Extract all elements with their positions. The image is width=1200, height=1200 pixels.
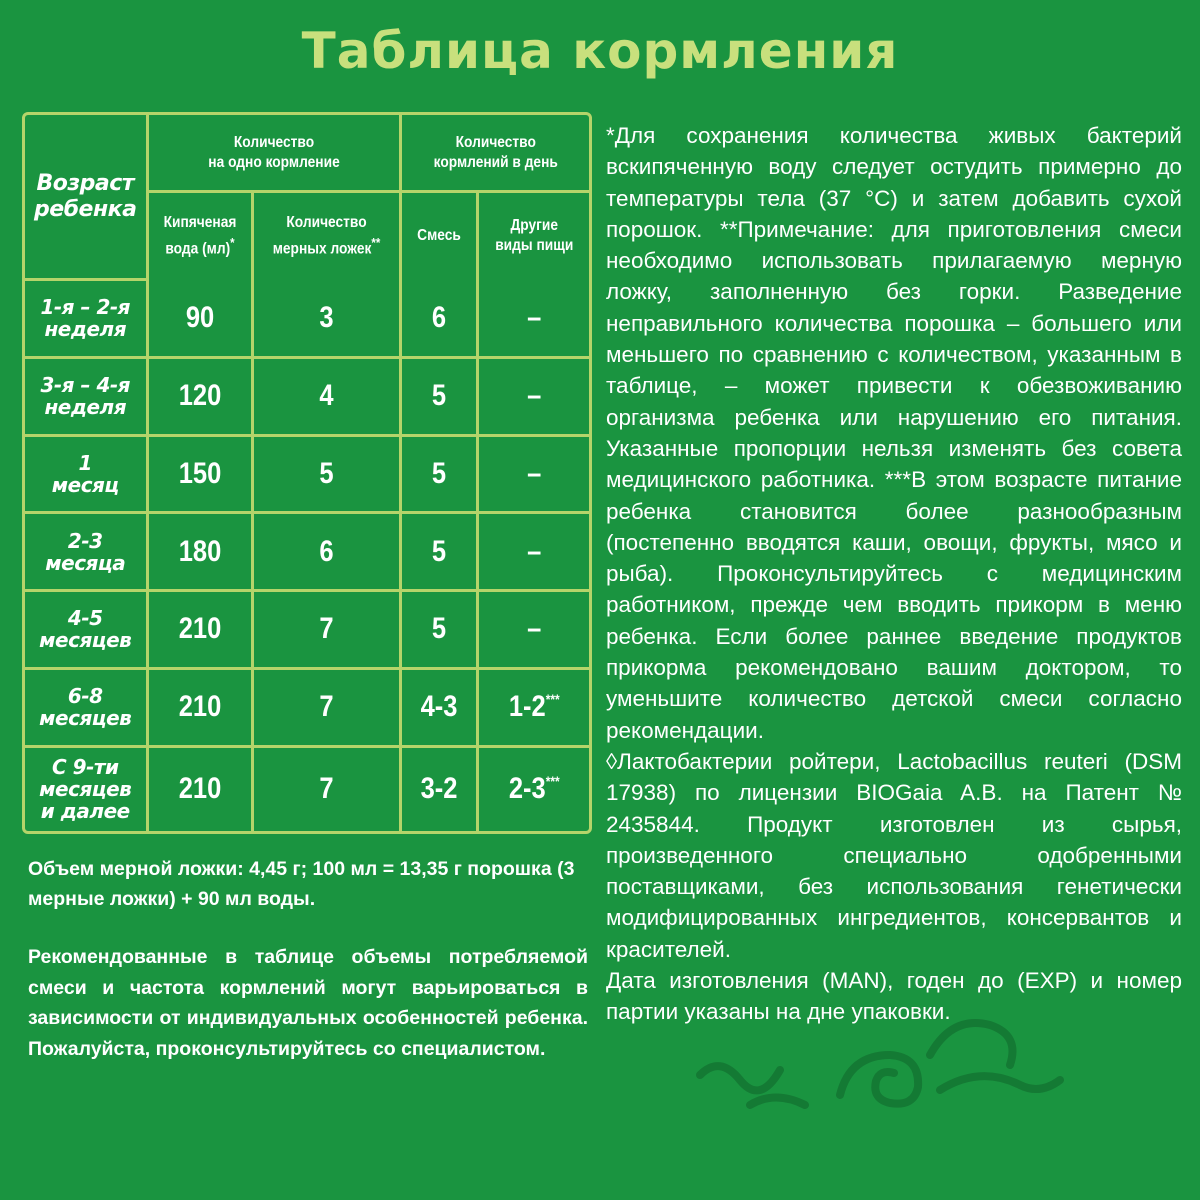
col-formula-header: Смесь: [400, 192, 477, 280]
age-cell: 3-я – 4-я неделя: [25, 357, 147, 435]
table-row: [25, 513, 589, 591]
spoons-cell: 6: [252, 513, 400, 591]
formula-cell: 5: [400, 591, 477, 669]
instructions-text: [606, 120, 1182, 1028]
table-row: [25, 668, 589, 746]
other-food-cell: –: [477, 280, 589, 358]
spoons-cell: 3: [252, 280, 400, 358]
other-food-cell: –: [477, 435, 589, 513]
other-food-cell: –: [477, 591, 589, 669]
col-water-header: Кипяченая вода (мл)*: [147, 192, 252, 280]
decorative-swirls: [690, 995, 1070, 1125]
formula-cell: 5: [400, 513, 477, 591]
table-row: [25, 746, 589, 831]
spoons-cell: 5: [252, 435, 400, 513]
water-cell: 210: [147, 746, 252, 831]
water-cell: 120: [147, 357, 252, 435]
water-cell: 210: [147, 668, 252, 746]
water-cell: 180: [147, 513, 252, 591]
other-food-cell: –: [477, 357, 589, 435]
formula-cell: 4-3: [400, 668, 477, 746]
table-row: [25, 280, 589, 358]
other-food-cell: 2-3***: [477, 746, 589, 831]
water-cell: 90: [147, 280, 252, 358]
spoons-cell: 7: [252, 668, 400, 746]
other-food-cell: –: [477, 513, 589, 591]
table-row: [25, 357, 589, 435]
feeding-table: [22, 112, 592, 834]
recommendation-note: Рекомендованные в таблице объемы потребляемой смеси и частота кормлений могут варьироваться в зависимости от индивидуальных особенностей ребенка. Пожалуйста, проконсультируйтесь со специалистом.: [28, 946, 588, 1060]
group-per-day-header: Количество кормлений в день: [400, 115, 589, 192]
formula-cell: 5: [400, 435, 477, 513]
other-food-cell: 1-2***: [477, 668, 589, 746]
age-cell: 4-5 месяцев: [25, 591, 147, 669]
date-note: Дата изготовления (MAN), годен до (EXP) и номер партии указаны на дне упаковки.: [606, 968, 1182, 1025]
age-cell: С 9-ти месяцев и далее: [25, 746, 147, 831]
product-note: ◊Лактобактерии ройтери, Lactobacillus reuteri (DSM 17938) по лицензии BIOGaia A.B. на Патент № 2435844. Продукт изготовлен из сырья, произведенного специально одобренными поставщиками, без использования генетически модифицированных ингредиентов, консервантов и красителей.: [606, 748, 1182, 962]
col-other-food-header: Другие виды пищи: [477, 192, 589, 280]
age-cell: 2-3 месяца: [25, 513, 147, 591]
water-cell: 210: [147, 591, 252, 669]
age-cell: 1-я – 2-я неделя: [25, 280, 147, 358]
table-row: [25, 435, 589, 513]
water-cell: 150: [147, 435, 252, 513]
age-cell: 1 месяц: [25, 435, 147, 513]
group-per-feeding-header: Количество на одно кормление: [147, 115, 400, 192]
formula-cell: 5: [400, 357, 477, 435]
spoon-volume-note: Объем мерной ложки: 4,45 г; 100 мл = 13,35 г порошка (3 мерные ложки) + 90 мл воды.: [28, 858, 575, 910]
spoons-cell: 7: [252, 746, 400, 831]
table-row: [25, 591, 589, 669]
formula-cell: 6: [400, 280, 477, 358]
col-spoons-header: Количество мерных ложек**: [252, 192, 400, 280]
page-title: Таблица кормления: [301, 22, 899, 80]
storage-note: *Для сохранения количества живых бактерий вскипяченную воду следует остудить примерно до температуры тела (37 °С) и затем добавить сухой порошок. **Примечание: для приготовления смеси необходимо использовать прилагаемую мерную ложку, заполненную без горки. Разведение неправильного количества порошка – большего или меньшего по сравнению с количеством, указанным в таблице, – может привести к обезвоживанию организма ребенка или нарушению его питания. Указанные пропорции нельзя изменять без совета медицинского работника. ***В этом возрасте питание ребенка становится более разнообразным (постепенно вводятся каши, овощи, фрукты, мясо и рыба). Проконсультируйтесь с медицинским работником, прежде чем вводить прикорм в меню ребенка. Если более раннее введение продуктов прикорма рекомендовано вашим доктором, то уменьшите количество детской смеси согласно рекомендации.: [606, 123, 1182, 743]
spoons-cell: 7: [252, 591, 400, 669]
age-header: Возраст ребенка: [25, 115, 147, 280]
spoons-cell: 4: [252, 357, 400, 435]
age-cell: 6-8 месяцев: [25, 668, 147, 746]
formula-cell: 3-2: [400, 746, 477, 831]
